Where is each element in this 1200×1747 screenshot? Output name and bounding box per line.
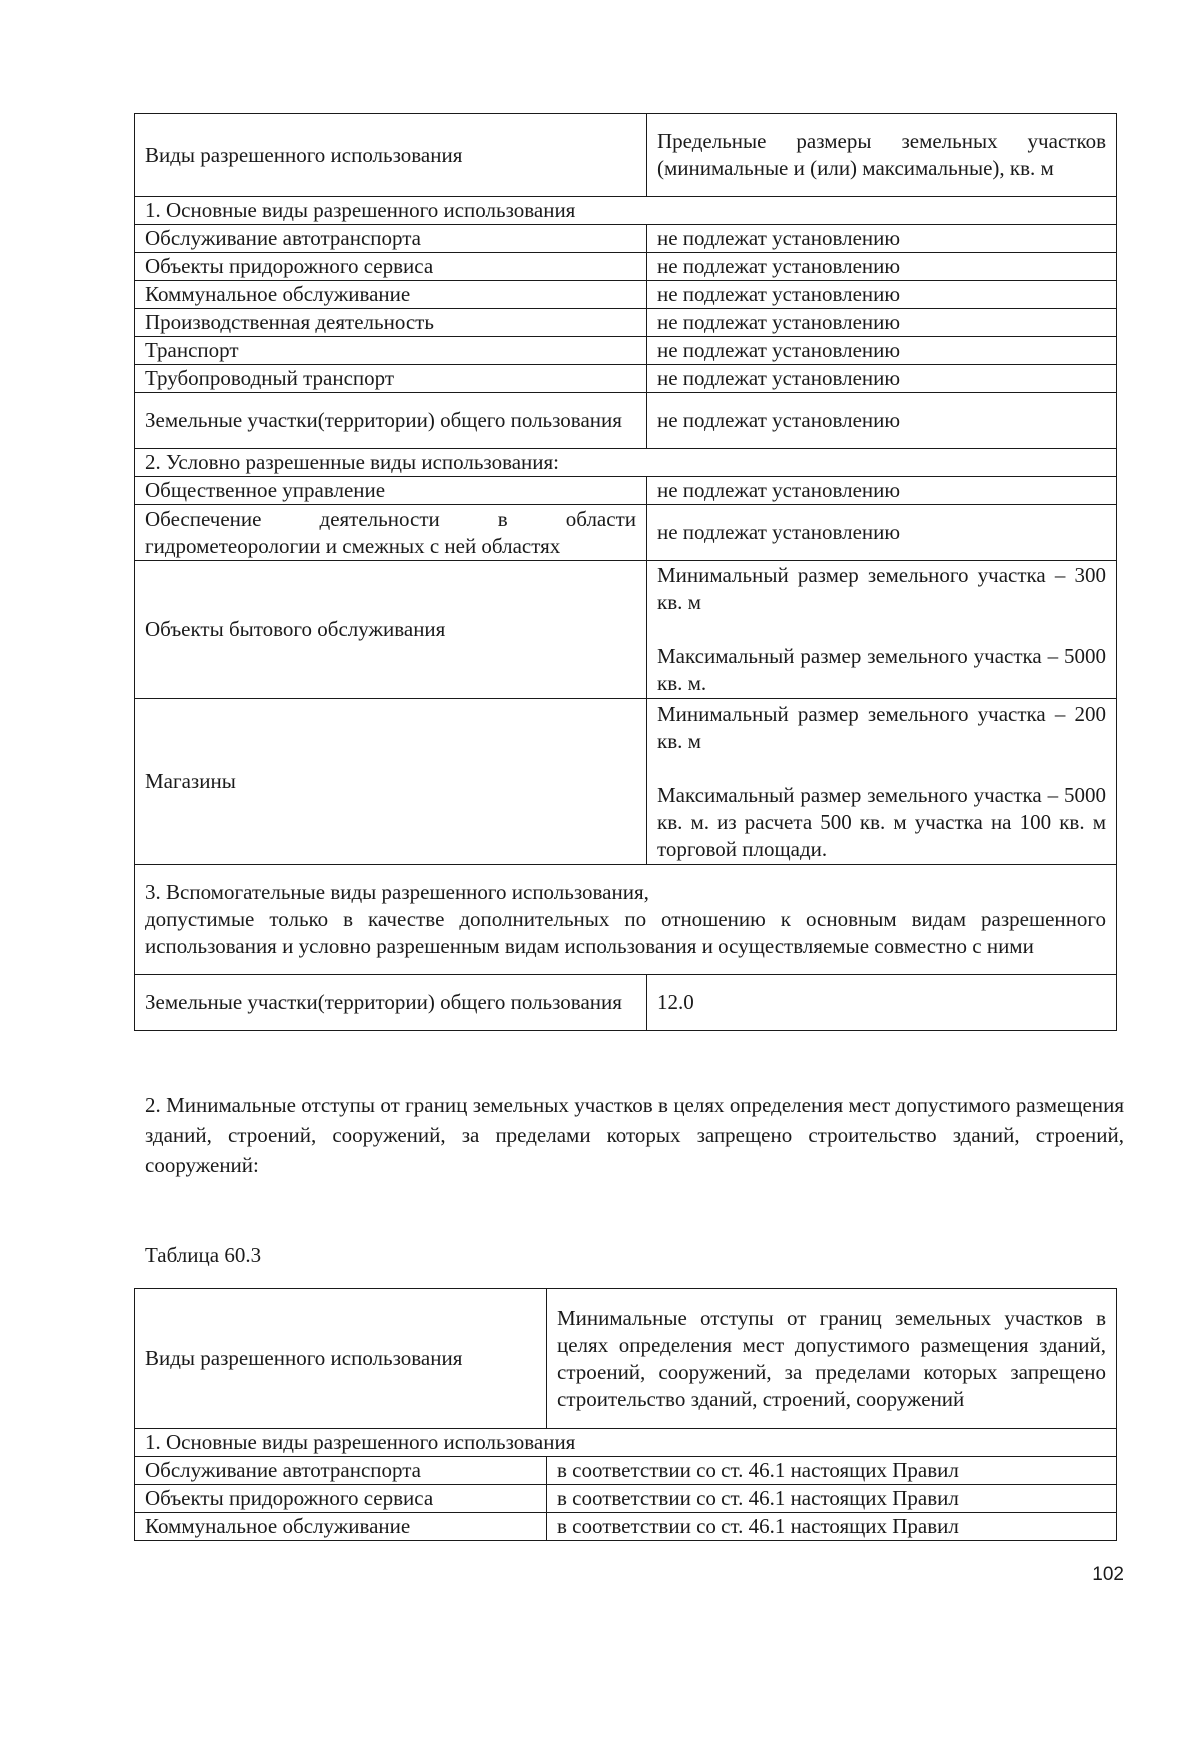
use-type-cell: Объекты бытового обслуживания [135, 561, 647, 699]
section-conditional-uses: 2. Условно разрешенные виды использования: [135, 449, 1117, 477]
use-type-cell: Производственная деятельность [135, 309, 647, 337]
min-size-text: Минимальный размер земельного участка – 300 кв. м [657, 563, 1106, 614]
section-heading-row [135, 449, 1117, 477]
use-type-cell: Земельные участки(территории) общего пользования [135, 393, 647, 449]
section-main-uses: 1. Основные виды разрешенного использования [135, 197, 1117, 225]
header-setbacks: Минимальные отступы от границ земельных участков в целях определения мест допустимого размещения зданий, строений, сооружений, за пределами которых запрещено строительство зданий, строений, сооружений [547, 1289, 1117, 1429]
use-type-cell: Общественное управление [135, 477, 647, 505]
section-heading-row [135, 1429, 1117, 1457]
use-type-cell: Магазины [135, 699, 647, 865]
section-heading-row [135, 865, 1117, 975]
table-row [135, 309, 1117, 337]
setback-table [134, 1288, 1117, 1541]
table-row [135, 1485, 1117, 1513]
value-cell: в соответствии со ст. 46.1 настоящих Правил [547, 1457, 1117, 1485]
setback-paragraph: 2. Минимальные отступы от границ земельных участков в целях определения мест допустимого размещения зданий, строений, сооружений, за пределами которых запрещено строительство зданий, строений, сооружений: [145, 1093, 1124, 1177]
section-auxiliary-uses [135, 865, 1117, 975]
use-type-cell: Транспорт [135, 337, 647, 365]
table-row [135, 365, 1117, 393]
table-row [135, 699, 1117, 865]
table-row [135, 253, 1117, 281]
table-header-row [135, 114, 1117, 197]
size-range-cell [647, 699, 1117, 865]
value-cell: не подлежат установлению [647, 281, 1117, 309]
land-plot-size-table [134, 113, 1117, 1031]
use-type-cell: Коммунальное обслуживание [135, 281, 647, 309]
use-type-cell: Обслуживание автотранспорта [135, 225, 647, 253]
value-cell: в соответствии со ст. 46.1 настоящих Правил [547, 1513, 1117, 1541]
value-cell: не подлежат установлению [647, 505, 1117, 561]
table-row [135, 477, 1117, 505]
max-size-text: Максимальный размер земельного участка – 5000 кв. м. [657, 644, 1106, 695]
page-number: 102 [1092, 1564, 1124, 1585]
table-caption: Таблица 60.3 [145, 1243, 262, 1267]
value-cell: 12.0 [647, 975, 1117, 1031]
table-row [135, 225, 1117, 253]
table-row [135, 393, 1117, 449]
table-row [135, 1457, 1117, 1485]
value-cell: не подлежат установлению [647, 309, 1117, 337]
use-type-cell: Земельные участки(территории) общего пользования [135, 975, 647, 1031]
section-main-uses: 1. Основные виды разрешенного использования [135, 1429, 1117, 1457]
value-cell: не подлежат установлению [647, 393, 1117, 449]
table-row [135, 505, 1117, 561]
value-cell: не подлежат установлению [647, 253, 1117, 281]
section-auxiliary-title: 3. Вспомогательные виды разрешенного использования, [145, 880, 649, 904]
section-heading-row [135, 197, 1117, 225]
value-cell: не подлежат установлению [647, 477, 1117, 505]
table-row [135, 975, 1117, 1031]
table-row [135, 337, 1117, 365]
section-auxiliary-text: допустимые только в качестве дополнительных по отношению к основным видам разрешенного использования и условно разрешенным видам использования и осуществляемые совместно с ними [145, 907, 1106, 958]
table-row [135, 1513, 1117, 1541]
min-size-text: Минимальный размер земельного участка – 200 кв. м [657, 701, 1106, 753]
use-type-cell: Объекты придорожного сервиса [135, 253, 647, 281]
value-cell: не подлежат установлению [647, 337, 1117, 365]
use-type-cell: Обеспечение деятельности в области гидрометеорологии и смежных с ней областях [135, 505, 647, 561]
value-cell: не подлежат установлению [647, 365, 1117, 393]
max-size-text: Максимальный размер земельного участка – 5000 кв. м. из расчета 500 кв. м участка на 100 кв. м торговой площади. [657, 782, 1106, 861]
use-type-cell: Объекты придорожного сервиса [135, 1485, 547, 1513]
table-row [135, 561, 1117, 699]
value-cell: в соответствии со ст. 46.1 настоящих Правил [547, 1485, 1117, 1513]
header-use-type: Виды разрешенного использования [135, 1289, 547, 1429]
use-type-cell: Обслуживание автотранспорта [135, 1457, 547, 1485]
value-cell: не подлежат установлению [647, 225, 1117, 253]
use-type-cell: Коммунальное обслуживание [135, 1513, 547, 1541]
header-size-limits: Предельные размеры земельных участков (минимальные и (или) максимальные), кв. м [647, 114, 1117, 197]
table-row [135, 281, 1117, 309]
size-range-cell [647, 561, 1117, 699]
use-type-cell: Трубопроводный транспорт [135, 365, 647, 393]
table-header-row [135, 1289, 1117, 1429]
header-use-type: Виды разрешенного использования [135, 114, 647, 197]
